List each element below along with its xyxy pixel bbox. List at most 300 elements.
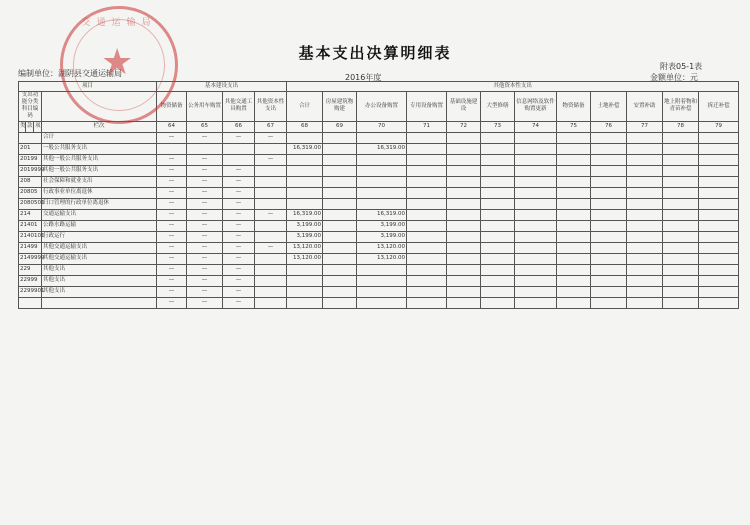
cell-empty	[557, 264, 591, 275]
table-row	[19, 264, 739, 275]
cell-empty	[557, 253, 591, 264]
col-b-0: 合计	[287, 92, 323, 122]
money-unit: 金额单位：元	[650, 73, 698, 82]
cell-empty	[407, 231, 447, 242]
cell-empty	[447, 187, 481, 198]
row-name: 交通运输支出	[42, 209, 157, 220]
row-code: 208	[19, 176, 42, 187]
page-title: 基本支出决算明细表	[298, 44, 452, 62]
group-other: 其他资本性支出	[287, 82, 739, 92]
cell-empty	[663, 154, 699, 165]
cell-empty	[447, 132, 481, 143]
cell-empty	[515, 209, 557, 220]
row-code: 21401	[19, 220, 42, 231]
cell-total	[287, 286, 323, 297]
cell-empty	[663, 209, 699, 220]
cell-other-capital	[255, 286, 287, 297]
cell-empty	[557, 275, 591, 286]
row-code: 2149999	[19, 253, 42, 264]
cell-empty	[447, 198, 481, 209]
cell-other-vehicle: —	[223, 253, 255, 264]
row-name: 其他交通运输支出	[42, 242, 157, 253]
cell-other-capital	[255, 165, 287, 176]
cell-empty	[699, 198, 739, 209]
table-row	[19, 143, 739, 154]
cell-empty	[591, 242, 627, 253]
cell-empty	[627, 264, 663, 275]
cell-empty	[699, 154, 739, 165]
cell-empty	[557, 286, 591, 297]
col-num: 77	[627, 121, 663, 132]
cell-vehicle: —	[187, 231, 223, 242]
cell-empty	[699, 176, 739, 187]
col-b-8: 土地补偿	[591, 92, 627, 122]
cell-empty	[447, 286, 481, 297]
cell-empty	[447, 209, 481, 220]
cell-empty	[515, 187, 557, 198]
cell-empty	[663, 286, 699, 297]
cell-total	[287, 275, 323, 286]
col-a-3: 其他资本性支出	[255, 92, 287, 122]
cell-reserve: —	[157, 154, 187, 165]
cell-total	[287, 132, 323, 143]
cell-empty	[663, 242, 699, 253]
cell-other-capital	[255, 264, 287, 275]
lbl-kuan: 款	[26, 121, 34, 132]
cell-other-capital	[255, 231, 287, 242]
table-row	[19, 165, 739, 176]
cell-empty	[591, 154, 627, 165]
cell-empty	[481, 253, 515, 264]
cell-empty	[591, 286, 627, 297]
table-row	[19, 286, 739, 297]
cell-empty	[627, 198, 663, 209]
cell-empty	[663, 176, 699, 187]
row-code: 214	[19, 209, 42, 220]
cell-reserve: —	[157, 231, 187, 242]
cell-empty	[557, 242, 591, 253]
cell-other-capital	[255, 220, 287, 231]
cell-vehicle: —	[187, 154, 223, 165]
col-b-5: 大型修缮	[481, 92, 515, 122]
cell-total: 13,120.00	[287, 253, 323, 264]
cell-other-capital	[255, 198, 287, 209]
table-row	[19, 209, 739, 220]
cell-other-capital: —	[255, 154, 287, 165]
cell-empty	[407, 132, 447, 143]
cell-reserve: —	[157, 187, 187, 198]
cell-reserve: —	[157, 242, 187, 253]
cell-empty	[699, 220, 739, 231]
cell-empty	[557, 132, 591, 143]
row-name: 其他支出	[42, 275, 157, 286]
cell-other-capital	[255, 143, 287, 154]
cell-reserve: —	[157, 198, 187, 209]
cell-building	[323, 154, 357, 165]
cell-empty	[481, 209, 515, 220]
col-a-0: 物资储备	[157, 92, 187, 122]
cell-empty	[591, 275, 627, 286]
cell-building	[323, 264, 357, 275]
unit-label: 编制单位：湖阴县交通运输局	[18, 69, 122, 78]
cell-empty	[699, 132, 739, 143]
table-row	[19, 275, 739, 286]
cell-vehicle: —	[187, 264, 223, 275]
cell-empty	[407, 165, 447, 176]
row-name: 归口管理的行政单位离退休	[42, 198, 157, 209]
cell-vehicle: —	[187, 242, 223, 253]
col-num: 74	[515, 121, 557, 132]
cell-empty	[627, 176, 663, 187]
cell-empty	[447, 154, 481, 165]
cell-empty	[515, 143, 557, 154]
cell-other-capital: —	[255, 132, 287, 143]
cell-empty	[557, 187, 591, 198]
cell-empty	[627, 220, 663, 231]
cell-other-capital	[255, 176, 287, 187]
col-num: 79	[699, 121, 739, 132]
row-code: 20805	[19, 187, 42, 198]
cell-empty	[515, 154, 557, 165]
cell-other-capital: —	[255, 209, 287, 220]
cell-vehicle: —	[187, 165, 223, 176]
cell-empty	[627, 209, 663, 220]
cell-office: 16,319.00	[357, 209, 407, 220]
cell-empty	[699, 275, 739, 286]
col-b-9: 安置补助	[627, 92, 663, 122]
cell-empty	[407, 264, 447, 275]
row-name: 其他支出	[42, 264, 157, 275]
cell-empty	[481, 165, 515, 176]
cell-reserve: —	[157, 253, 187, 264]
row-code: 2019999	[19, 165, 42, 176]
cell-empty	[407, 143, 447, 154]
cell-empty	[591, 165, 627, 176]
row-code: 2140101	[19, 231, 42, 242]
cell-empty	[447, 264, 481, 275]
cell-empty	[591, 297, 627, 308]
cell-empty	[663, 264, 699, 275]
cell-total	[287, 198, 323, 209]
cell-vehicle: —	[187, 198, 223, 209]
cell-reserve: —	[157, 220, 187, 231]
cell-empty	[591, 264, 627, 275]
table-row	[19, 132, 739, 143]
year-label: 2016年度	[345, 73, 382, 82]
cell-empty	[515, 264, 557, 275]
cell-office	[357, 198, 407, 209]
cell-empty	[481, 286, 515, 297]
col-num: 71	[407, 121, 447, 132]
col-a-2: 其他交通工具购置	[223, 92, 255, 122]
row-code: 2080501	[19, 198, 42, 209]
col-b-7: 物资储备	[557, 92, 591, 122]
cell-empty	[557, 198, 591, 209]
cell-empty	[699, 297, 739, 308]
cell-empty	[557, 209, 591, 220]
cell-empty	[591, 176, 627, 187]
cell-empty	[627, 132, 663, 143]
cell-other-capital	[255, 275, 287, 286]
cell-building	[323, 297, 357, 308]
row-code: 201	[19, 143, 42, 154]
cell-office: 13,120.00	[357, 253, 407, 264]
row-code: 21499	[19, 242, 42, 253]
cell-empty	[481, 198, 515, 209]
cell-empty	[447, 176, 481, 187]
row-name: 其他一般公共服务支出	[42, 154, 157, 165]
cell-empty	[699, 209, 739, 220]
cell-empty	[591, 143, 627, 154]
cell-other-vehicle: —	[223, 132, 255, 143]
cell-building	[323, 187, 357, 198]
cell-empty	[591, 132, 627, 143]
cell-building	[323, 275, 357, 286]
col-b-11: 拆迁补偿	[699, 92, 739, 122]
cell-empty	[663, 187, 699, 198]
cell-total	[287, 187, 323, 198]
cell-empty	[591, 209, 627, 220]
cell-empty	[699, 187, 739, 198]
cell-empty	[447, 275, 481, 286]
project-header: 项目	[19, 82, 157, 92]
cell-empty	[481, 143, 515, 154]
cell-empty	[447, 242, 481, 253]
cell-other-vehicle: —	[223, 209, 255, 220]
cell-empty	[407, 209, 447, 220]
cell-empty	[557, 176, 591, 187]
col-b-2: 办公设备购置	[357, 92, 407, 122]
cell-vehicle	[187, 143, 223, 154]
cell-reserve: —	[157, 176, 187, 187]
cell-empty	[407, 187, 447, 198]
cell-office: 13,120.00	[357, 242, 407, 253]
group-construction: 基本建设支出	[157, 82, 287, 92]
cell-empty	[515, 253, 557, 264]
cell-empty	[627, 275, 663, 286]
cell-building	[323, 165, 357, 176]
cell-empty	[481, 231, 515, 242]
cell-vehicle: —	[187, 286, 223, 297]
row-code: 229	[19, 264, 42, 275]
cell-building	[323, 209, 357, 220]
table-row	[19, 242, 739, 253]
cell-other-capital: —	[255, 242, 287, 253]
cell-empty	[407, 198, 447, 209]
cell-empty	[699, 242, 739, 253]
cell-empty	[627, 253, 663, 264]
cell-empty	[591, 198, 627, 209]
official-seal: 交通运输局 ★	[60, 6, 178, 124]
table-row	[19, 187, 739, 198]
table-row	[19, 297, 739, 308]
cell-building	[323, 242, 357, 253]
cell-reserve	[157, 143, 187, 154]
cell-empty	[699, 286, 739, 297]
cell-office	[357, 165, 407, 176]
cell-empty	[407, 242, 447, 253]
row-code: 22999	[19, 275, 42, 286]
col-num: 65	[187, 121, 223, 132]
cell-empty	[627, 154, 663, 165]
cell-empty	[481, 275, 515, 286]
cell-empty	[627, 297, 663, 308]
cell-vehicle: —	[187, 176, 223, 187]
row-code	[19, 132, 42, 143]
cell-empty	[663, 297, 699, 308]
cell-office	[357, 187, 407, 198]
row-name: 公路水路运输	[42, 220, 157, 231]
cell-empty	[591, 220, 627, 231]
col-num: 70	[357, 121, 407, 132]
row-name	[42, 297, 157, 308]
cell-reserve: —	[157, 286, 187, 297]
cell-total	[287, 165, 323, 176]
col-num: 78	[663, 121, 699, 132]
cell-empty	[699, 143, 739, 154]
cell-other-vehicle	[223, 154, 255, 165]
cell-vehicle: —	[187, 297, 223, 308]
row-name: 社会保障和就业支出	[42, 176, 157, 187]
cell-empty	[515, 275, 557, 286]
cell-empty	[663, 253, 699, 264]
cell-other-vehicle	[223, 143, 255, 154]
cell-empty	[407, 154, 447, 165]
cell-empty	[557, 231, 591, 242]
func-class-header: 支出功能分类科目编码	[19, 92, 42, 122]
cell-empty	[663, 231, 699, 242]
cell-office	[357, 264, 407, 275]
cell-total	[287, 176, 323, 187]
table-row	[19, 253, 739, 264]
cell-empty	[627, 143, 663, 154]
cell-empty	[699, 264, 739, 275]
cell-empty	[407, 297, 447, 308]
cell-office	[357, 176, 407, 187]
cell-other-vehicle: —	[223, 286, 255, 297]
cell-office: 3,199.00	[357, 231, 407, 242]
col-b-10: 地上附着物和青苗补偿	[663, 92, 699, 122]
cell-office	[357, 132, 407, 143]
cell-empty	[447, 297, 481, 308]
cell-empty	[447, 231, 481, 242]
cell-empty	[557, 165, 591, 176]
cell-empty	[407, 286, 447, 297]
cell-empty	[481, 154, 515, 165]
cell-vehicle: —	[187, 187, 223, 198]
row-code: 2299901	[19, 286, 42, 297]
cell-empty	[447, 143, 481, 154]
cell-vehicle: —	[187, 209, 223, 220]
cell-empty	[515, 220, 557, 231]
cell-reserve: —	[157, 275, 187, 286]
col-num: 75	[557, 121, 591, 132]
cell-empty	[447, 220, 481, 231]
cell-office	[357, 297, 407, 308]
cell-reserve: —	[157, 165, 187, 176]
col-num: 68	[287, 121, 323, 132]
cell-empty	[515, 198, 557, 209]
cell-building	[323, 286, 357, 297]
cell-empty	[557, 220, 591, 231]
cell-empty	[663, 143, 699, 154]
col-b-1: 房屋建筑物购建	[323, 92, 357, 122]
cell-other-vehicle: —	[223, 297, 255, 308]
cell-other-vehicle: —	[223, 242, 255, 253]
cell-empty	[699, 231, 739, 242]
row-name: 其他支出	[42, 286, 157, 297]
row-code	[19, 297, 42, 308]
lbl-class: 类	[19, 121, 26, 132]
table-row	[19, 154, 739, 165]
cell-empty	[663, 165, 699, 176]
cell-other-vehicle: —	[223, 220, 255, 231]
table-row	[19, 220, 739, 231]
cell-empty	[515, 286, 557, 297]
cell-empty	[627, 231, 663, 242]
cell-other-capital	[255, 297, 287, 308]
cell-empty	[699, 165, 739, 176]
table-row	[19, 231, 739, 242]
row-name: 其他一般公共服务支出	[42, 165, 157, 176]
cell-total	[287, 297, 323, 308]
col-num: 73	[481, 121, 515, 132]
cell-building	[323, 253, 357, 264]
table-row	[19, 198, 739, 209]
cell-empty	[557, 143, 591, 154]
cell-empty	[515, 132, 557, 143]
cell-office	[357, 275, 407, 286]
cell-total: 16,319.00	[287, 209, 323, 220]
col-num: 76	[591, 121, 627, 132]
cell-empty	[591, 187, 627, 198]
cell-other-capital	[255, 187, 287, 198]
table-code: 附表05-1表	[660, 62, 703, 71]
cell-other-vehicle: —	[223, 198, 255, 209]
cell-vehicle: —	[187, 132, 223, 143]
cell-office	[357, 154, 407, 165]
col-num: 72	[447, 121, 481, 132]
cell-empty	[407, 176, 447, 187]
row-name: 其他交通运输支出	[42, 253, 157, 264]
cell-empty	[481, 242, 515, 253]
cell-reserve: —	[157, 132, 187, 143]
cell-empty	[591, 231, 627, 242]
table-row	[19, 176, 739, 187]
row-name: 合计	[42, 132, 157, 143]
cell-empty	[481, 176, 515, 187]
cell-total	[287, 154, 323, 165]
col-num: 64	[157, 121, 187, 132]
cell-empty	[663, 275, 699, 286]
cell-empty	[663, 132, 699, 143]
cell-building	[323, 220, 357, 231]
cell-total: 13,120.00	[287, 242, 323, 253]
col-b-3: 专用设备购置	[407, 92, 447, 122]
cell-building	[323, 176, 357, 187]
cell-empty	[663, 198, 699, 209]
cell-empty	[407, 275, 447, 286]
col-num: 66	[223, 121, 255, 132]
cell-vehicle: —	[187, 220, 223, 231]
cell-building	[323, 132, 357, 143]
col-b-6: 信息网络及软件购置更新	[515, 92, 557, 122]
cell-total	[287, 264, 323, 275]
col-num: 69	[323, 121, 357, 132]
cell-empty	[515, 242, 557, 253]
cell-vehicle: —	[187, 275, 223, 286]
row-name: 行政运行	[42, 231, 157, 242]
